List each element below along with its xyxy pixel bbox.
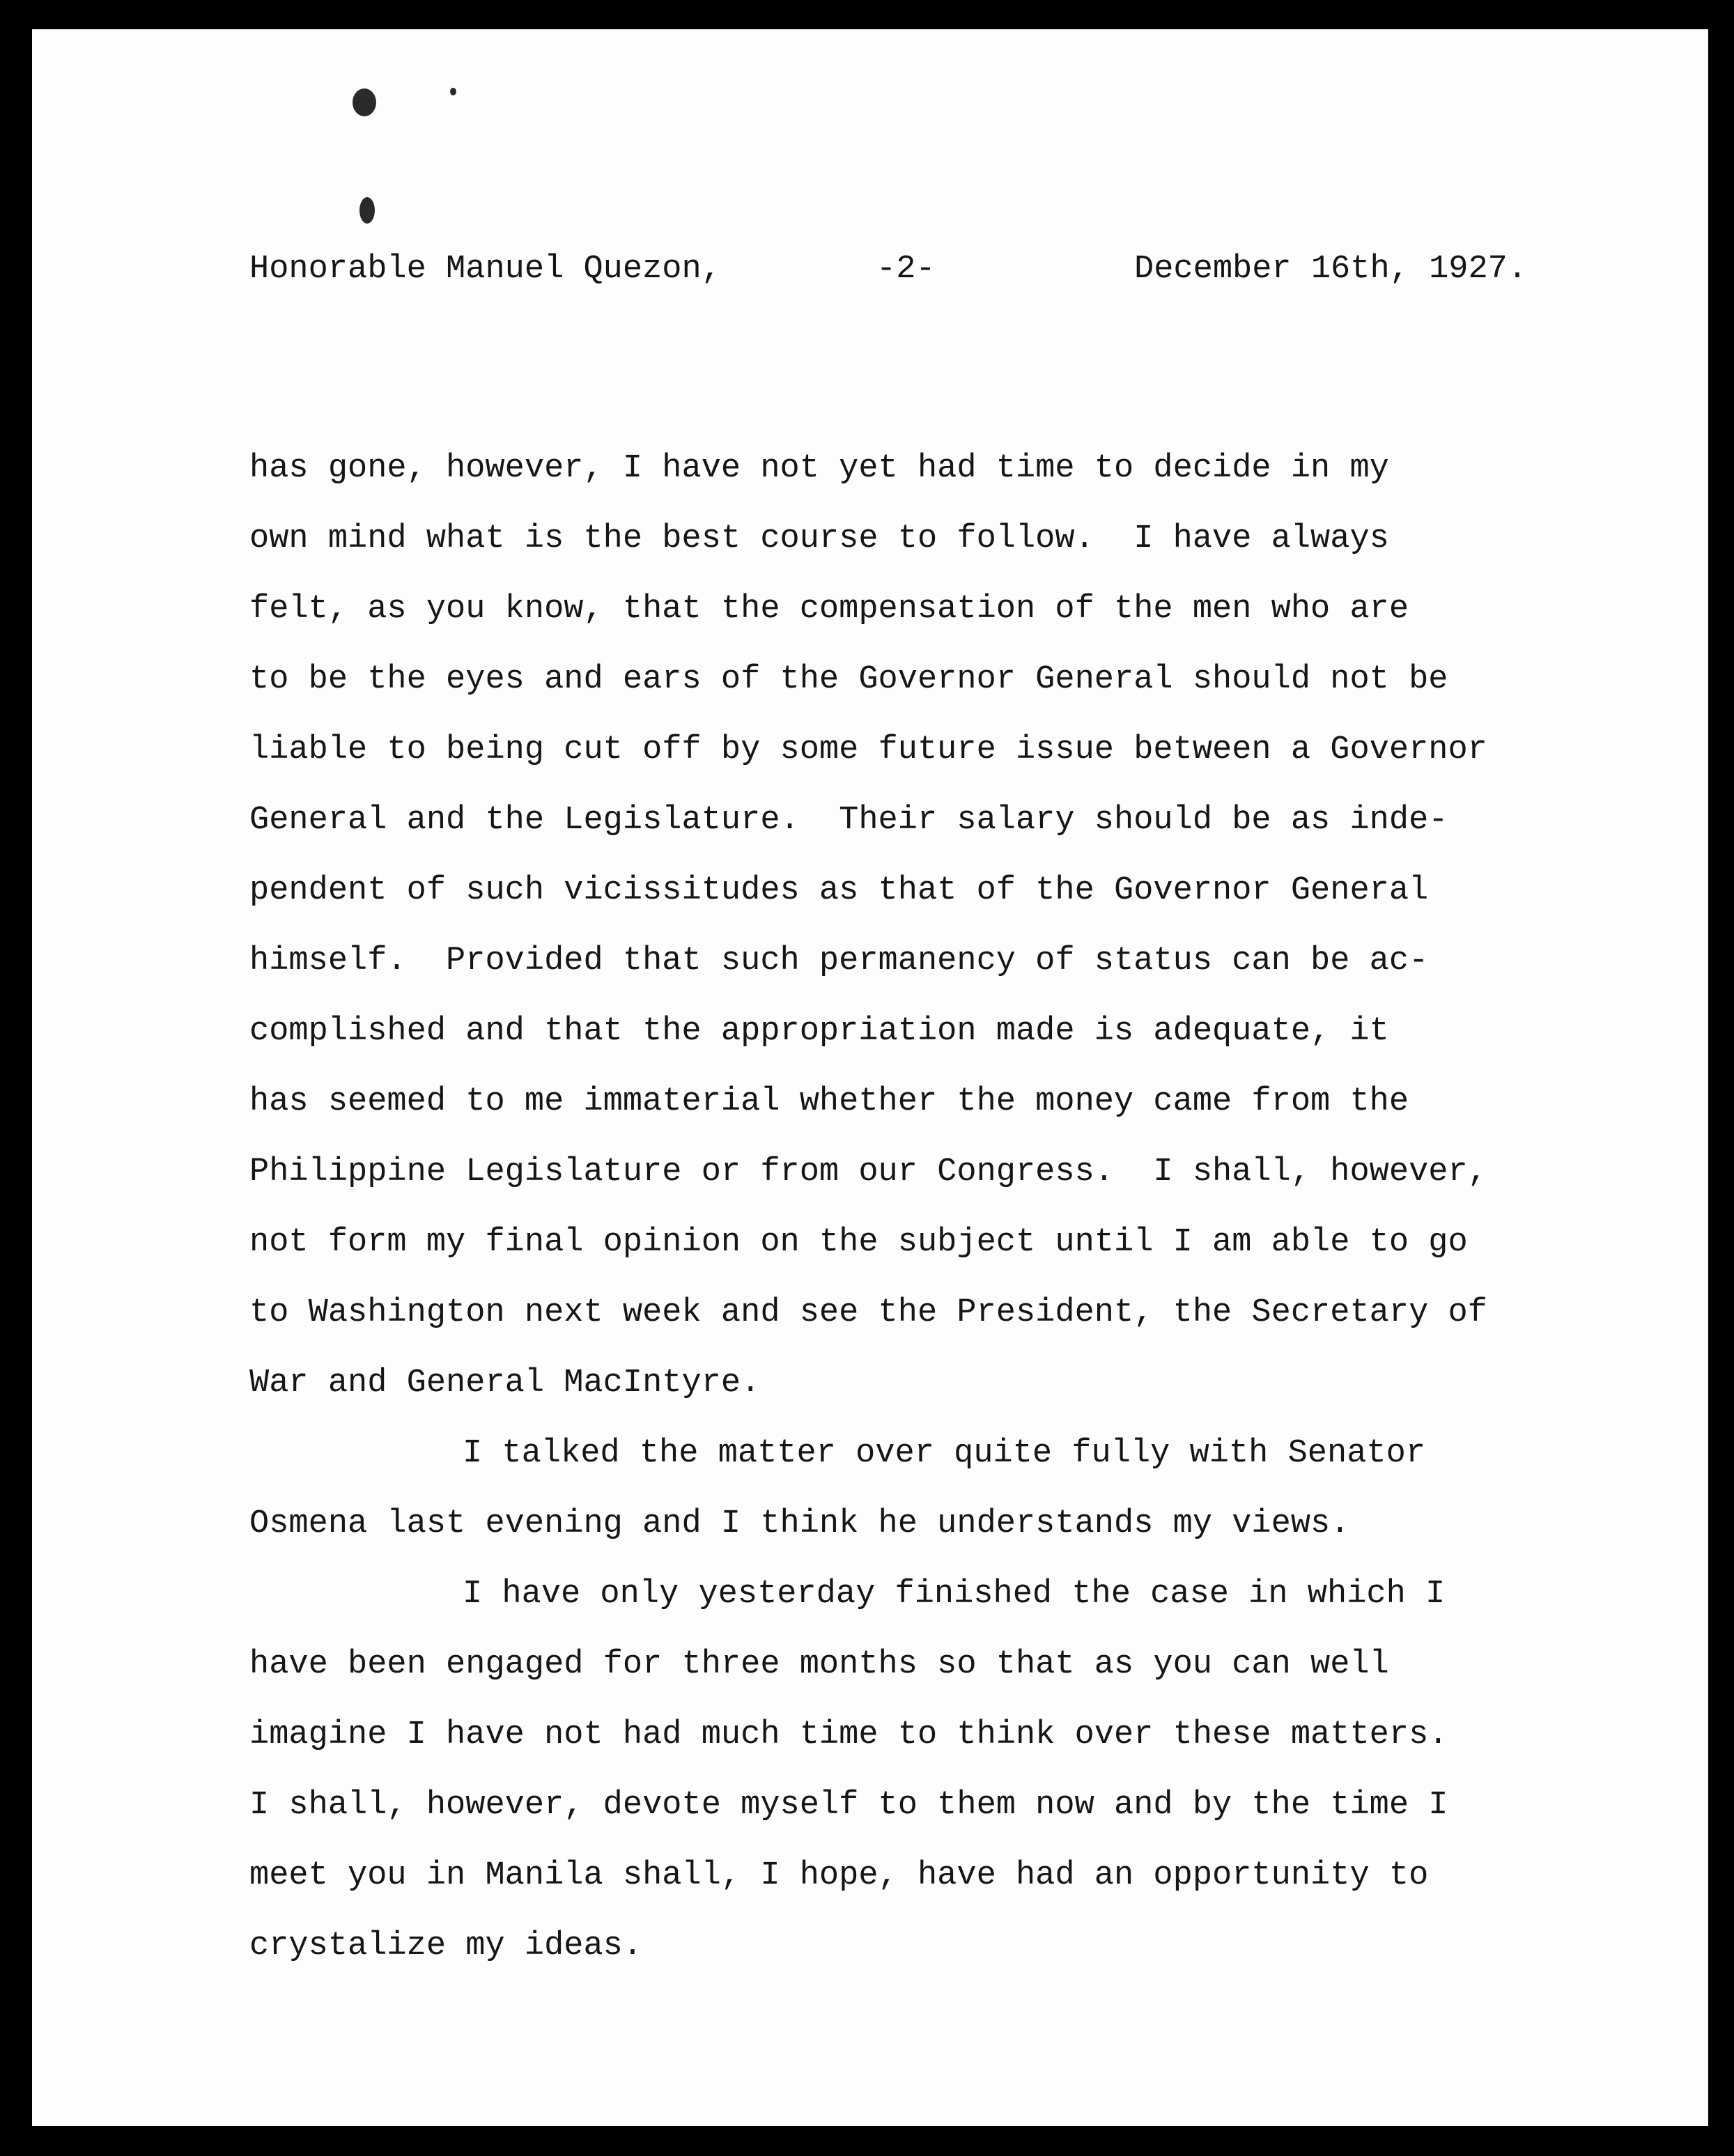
text-line: have been engaged for three months so that as you can well xyxy=(249,1646,1389,1683)
text-line: General and the Legislature. Their salary should be as inde- xyxy=(249,802,1448,839)
paragraph-1 xyxy=(249,433,1671,1418)
text-line: War and General MacIntyre. xyxy=(249,1365,761,1402)
text-line: meet you in Manila shall, I hope, have had an opportunity to xyxy=(249,1857,1429,1894)
text-line: I have only yesterday finished the case in which I xyxy=(463,1576,1446,1613)
text-line: imagine I have not had much time to think over these matters. xyxy=(249,1716,1448,1753)
text-line: has gone, however, I have not yet had time to decide in my xyxy=(249,450,1389,487)
ink-blot xyxy=(353,88,376,116)
text-line: to Washington next week and see the President, the Secretary of xyxy=(249,1294,1487,1331)
ink-speck xyxy=(450,88,456,95)
text-line: has seemed to me immaterial whether the money came from the xyxy=(249,1083,1409,1120)
text-line: Osmena last evening and I think he understands my views. xyxy=(249,1505,1350,1542)
text-line: own mind what is the best course to follow. I have always xyxy=(249,520,1389,557)
letter-date: December 16th, 1927. xyxy=(1134,251,1528,288)
addressee: Honorable Manuel Quezon, xyxy=(249,251,721,288)
text-line: I shall, however, devote myself to them now and by the time I xyxy=(249,1787,1448,1824)
text-line: felt, as you know, that the compensation of the men who are xyxy=(249,591,1409,628)
page-number: -2- xyxy=(876,251,936,288)
text-line: himself. Provided that such permanency of status can be ac- xyxy=(249,943,1429,979)
text-line: not form my final opinion on the subject until I am able to go xyxy=(249,1224,1468,1261)
letter-body xyxy=(249,433,1671,1981)
text-line: I talked the matter over quite fully with Senator xyxy=(463,1435,1426,1472)
text-line: crystalize my ideas. xyxy=(249,1928,643,1964)
text-line: liable to being cut off by some future issue between a Governor xyxy=(249,731,1487,768)
ink-blot xyxy=(359,197,375,224)
text-line: to be the eyes and ears of the Governor General should not be xyxy=(249,661,1448,698)
text-line: pendent of such vicissitudes as that of the Governor General xyxy=(249,872,1429,909)
text-line: complished and that the appropriation made is adequate, it xyxy=(249,1013,1389,1050)
paragraph-3 xyxy=(249,1559,1671,1981)
text-line: Philippine Legislature or from our Congress. I shall, however, xyxy=(249,1154,1487,1191)
letter-header xyxy=(249,251,1573,300)
letter-page xyxy=(32,29,1708,2126)
paragraph-2 xyxy=(249,1418,1671,1559)
